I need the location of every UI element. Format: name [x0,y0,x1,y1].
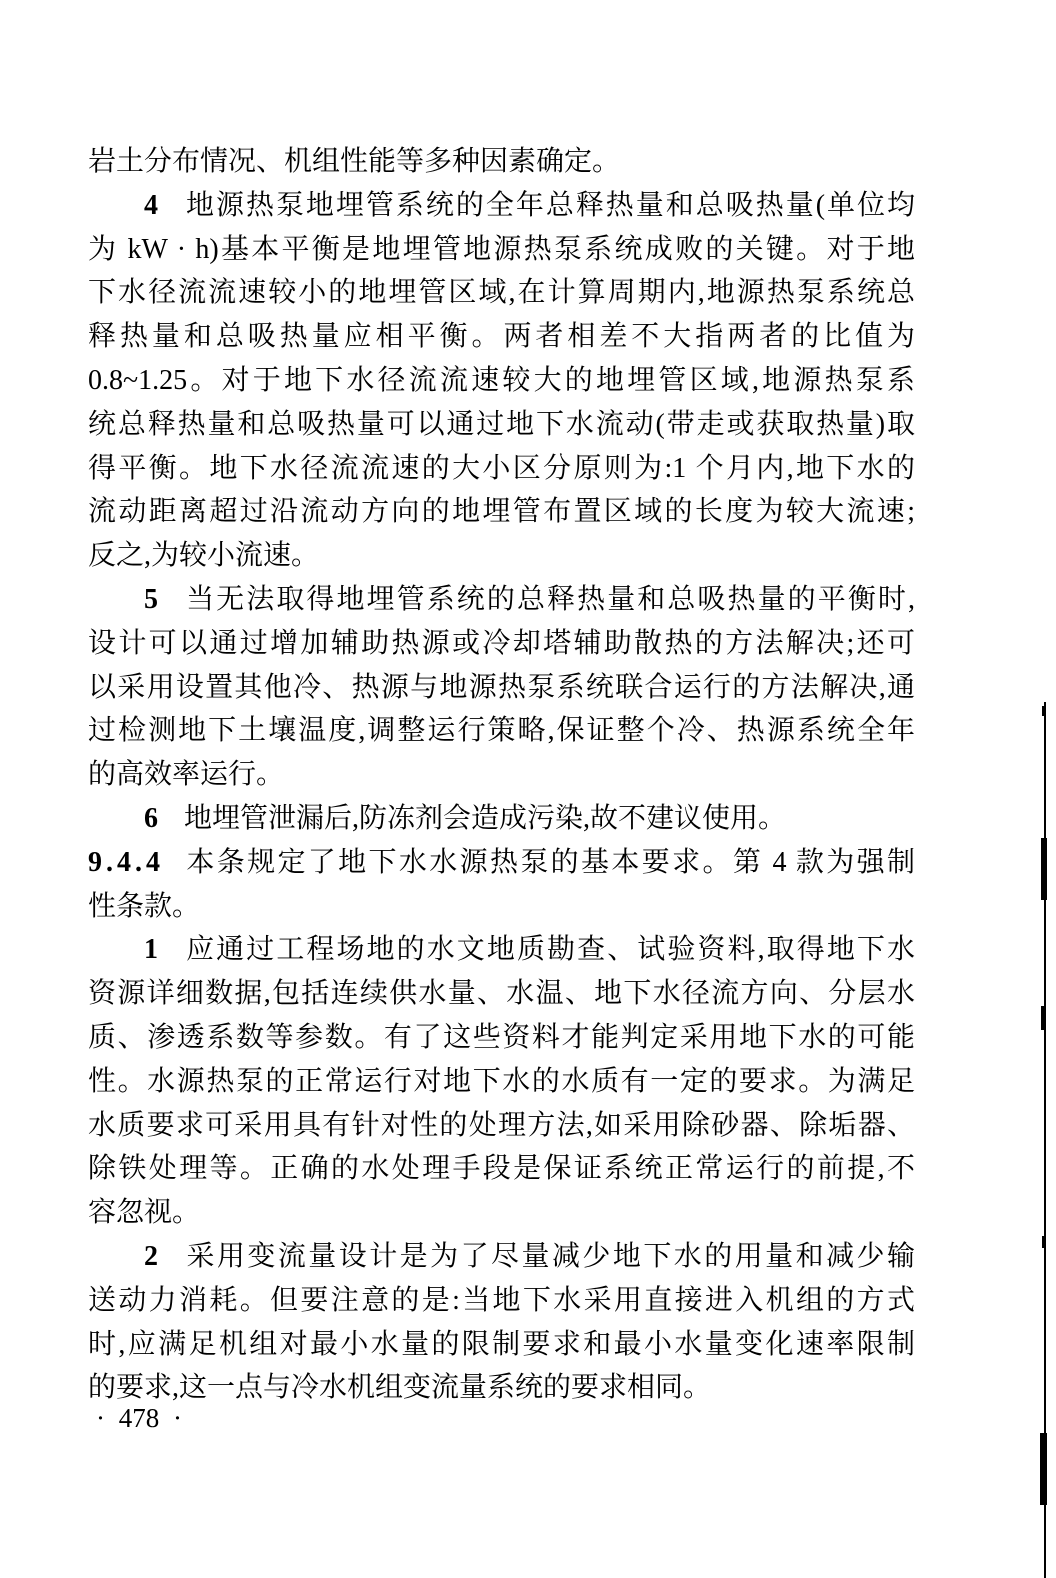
text-line: 送动力消耗。但要注意的是:当地下水采用直接进入机组的方式 [88,1284,915,1316]
text-line: 时,应满足机组对最小水量的限制要求和最小水量变化速率限制 [88,1328,915,1360]
text-line: 岩土分布情况、机组性能等多种因素确定。 [88,146,621,177]
scan-edge-blob [1041,838,1047,900]
item-number: 4 [144,189,158,221]
text-line: 容忽视。 [88,1197,201,1229]
text-line: 0.8~1.25。对于地下水径流流速较大的地埋管区域,地源热泵系 [88,364,915,396]
item-number: 1 [144,934,158,966]
text-line: 过检测地下土壤温度,调整运行策略,保证整个冷、热源系统全年 [88,715,915,747]
text-line: 6 地埋管泄漏后,防冻剂会造成污染,故不建议使用。 [144,802,787,834]
item-number: 5 [144,583,158,615]
text-line: 释热量和总吸热量应相平衡。两者相差不大指两者的比值为 [88,321,915,353]
scan-edge-blob [1041,1006,1046,1030]
text-line: 5 当无法取得地埋管系统的总释热量和总吸热量的平衡时, [144,583,915,615]
item-number: 2 [144,1240,158,1272]
text-line: 1 应通过工程场地的水文地质勘查、试验资料,取得地下水 [144,934,915,966]
text-line: 质、渗透系数等参数。有了这些资料才能判定采用地下水的可能 [88,1021,915,1053]
body-text [88,140,915,1410]
text-line: 的高效率运行。 [88,759,285,791]
text-line: 9.4.4 本条规定了地下水水源热泵的基本要求。第 4 款为强制 [88,846,915,878]
page-number: · 478 · [96,1403,182,1433]
item-number: 6 [144,802,158,834]
text-line: 的要求,这一点与冷水机组变流量系统的要求相同。 [88,1372,712,1404]
text-line: 水质要求可采用具有针对性的处理方法,如采用除砂器、除垢器、 [88,1109,915,1141]
text-line: 设计可以通过增加辅助热源或冷却塔辅助散热的方法解决;还可 [88,627,915,659]
text-line: 2 采用变流量设计是为了尽量减少地下水的用量和减少输 [144,1240,915,1272]
text-line: 以采用设置其他冷、热源与地源热泵系统联合运行的方法解决,通 [88,671,915,703]
text-line: 反之,为较小流速。 [88,540,320,572]
scan-edge-blob [1042,1236,1046,1248]
text-line: 性。水源热泵的正常运行对地下水的水质有一定的要求。为满足 [88,1065,915,1097]
scan-edge-blob [1042,706,1046,716]
text-line: 资源详细数据,包括连续供水量、水温、地下水径流方向、分层水 [88,978,915,1010]
scan-edge-blob [1040,1433,1047,1505]
text-line: 除铁处理等。正确的水处理手段是保证系统正常运行的前提,不 [88,1153,915,1185]
text-line: 得平衡。地下水径流流速的大小区分原则为:1 个月内,地下水的 [88,452,915,484]
text-line: 4 地源热泵地埋管系统的全年总释热量和总吸热量(单位均 [144,189,915,221]
item-number: 9.4.4 [88,846,164,878]
text-line: 统总释热量和总吸热量可以通过地下水流动(带走或获取热量)取 [88,408,915,440]
text-line: 为 kW · h)基本平衡是地埋管地源热泵系统成败的关键。对于地 [88,233,915,265]
text-line: 下水径流流速较小的地埋管区域,在计算周期内,地源热泵系统总 [88,277,915,309]
text-line: 流动距离超过沿流动方向的地埋管布置区域的长度为较大流速; [88,496,915,528]
text-line: 性条款。 [88,890,201,922]
